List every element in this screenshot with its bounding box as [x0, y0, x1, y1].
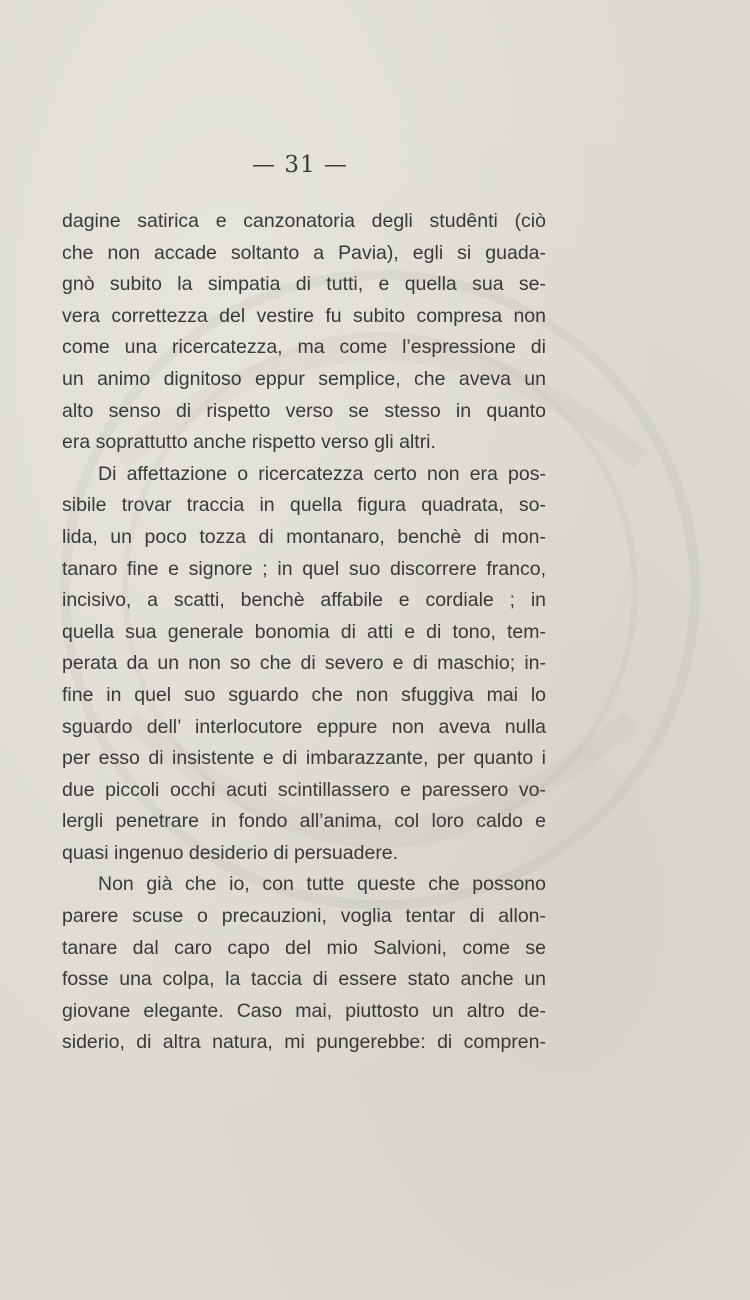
text-line: lergli penetrare in fondo all’anima, col loro caldo e	[62, 810, 546, 833]
paragraph-2	[62, 459, 546, 870]
text-line: fosse una colpa, la taccia di essere stato anche un	[62, 968, 546, 991]
text-line: fine in quel suo sguardo che non sfuggiva mai lo	[62, 683, 546, 706]
text-line: tanare dal caro capo del mio Salvioni, come se	[62, 936, 546, 959]
text-line: siderio, di altra natura, mi pungerebbe: di compren-	[62, 1031, 546, 1054]
text-line: gnò subito la simpatia di tutti, e quella sua se-	[62, 273, 546, 296]
text-line: giovane elegante. Caso mai, piuttosto un altro de-	[62, 999, 546, 1022]
text-line: parere scuse o precauzioni, voglia tentar di allon-	[62, 905, 546, 928]
text-line: che non accade soltanto a Pavia), egli si guada-	[62, 241, 546, 264]
text-line: vera correttezza del vestire fu subito compresa non	[62, 304, 546, 327]
text-line: quasi ingenuo desiderio di persuadere.	[62, 841, 399, 864]
text-line: Di affettazione o ricercatezza certo non era pos-	[98, 462, 546, 485]
text-line: sguardo dell’ interlocutore eppure non aveva nulla	[62, 715, 546, 738]
text-line: dagine satirica e canzonatoria degli studênti (ciò	[62, 210, 546, 232]
body-text	[62, 206, 546, 1059]
text-line: era soprattutto anche rispetto verso gli altri.	[62, 431, 436, 454]
paragraph-1	[62, 206, 546, 459]
paragraph-3	[62, 869, 546, 1059]
text-line: per esso di insistente e di imbarazzante, per quanto i	[62, 747, 546, 770]
text-line: perata da un non so che di severo e di maschio; in-	[62, 652, 546, 675]
text-line: come una ricercatezza, ma come l’espressione di	[62, 336, 546, 359]
text-line: incisivo, a scatti, benchè affabile e cordiale ; in	[62, 589, 546, 612]
text-line: quella sua generale bonomia di atti e di tono, tem-	[62, 620, 546, 643]
page-number: — 31 —	[252, 152, 348, 178]
text-line: alto senso di rispetto verso se stesso in quanto	[62, 399, 546, 422]
text-line: lida, un poco tozza di montanaro, benchè di mon-	[62, 525, 546, 548]
text-line: due piccoli occhi acuti scintillassero e paressero vo-	[62, 778, 546, 801]
text-line: sibile trovar traccia in quella figura quadrata, so-	[62, 494, 546, 517]
text-line: Non già che io, con tutte queste che possono	[98, 873, 546, 896]
text-line: un animo dignitoso eppur semplice, che aveva un	[62, 367, 546, 390]
text-line: tanaro fine e signore ; in quel suo discorrere franco,	[62, 557, 546, 580]
